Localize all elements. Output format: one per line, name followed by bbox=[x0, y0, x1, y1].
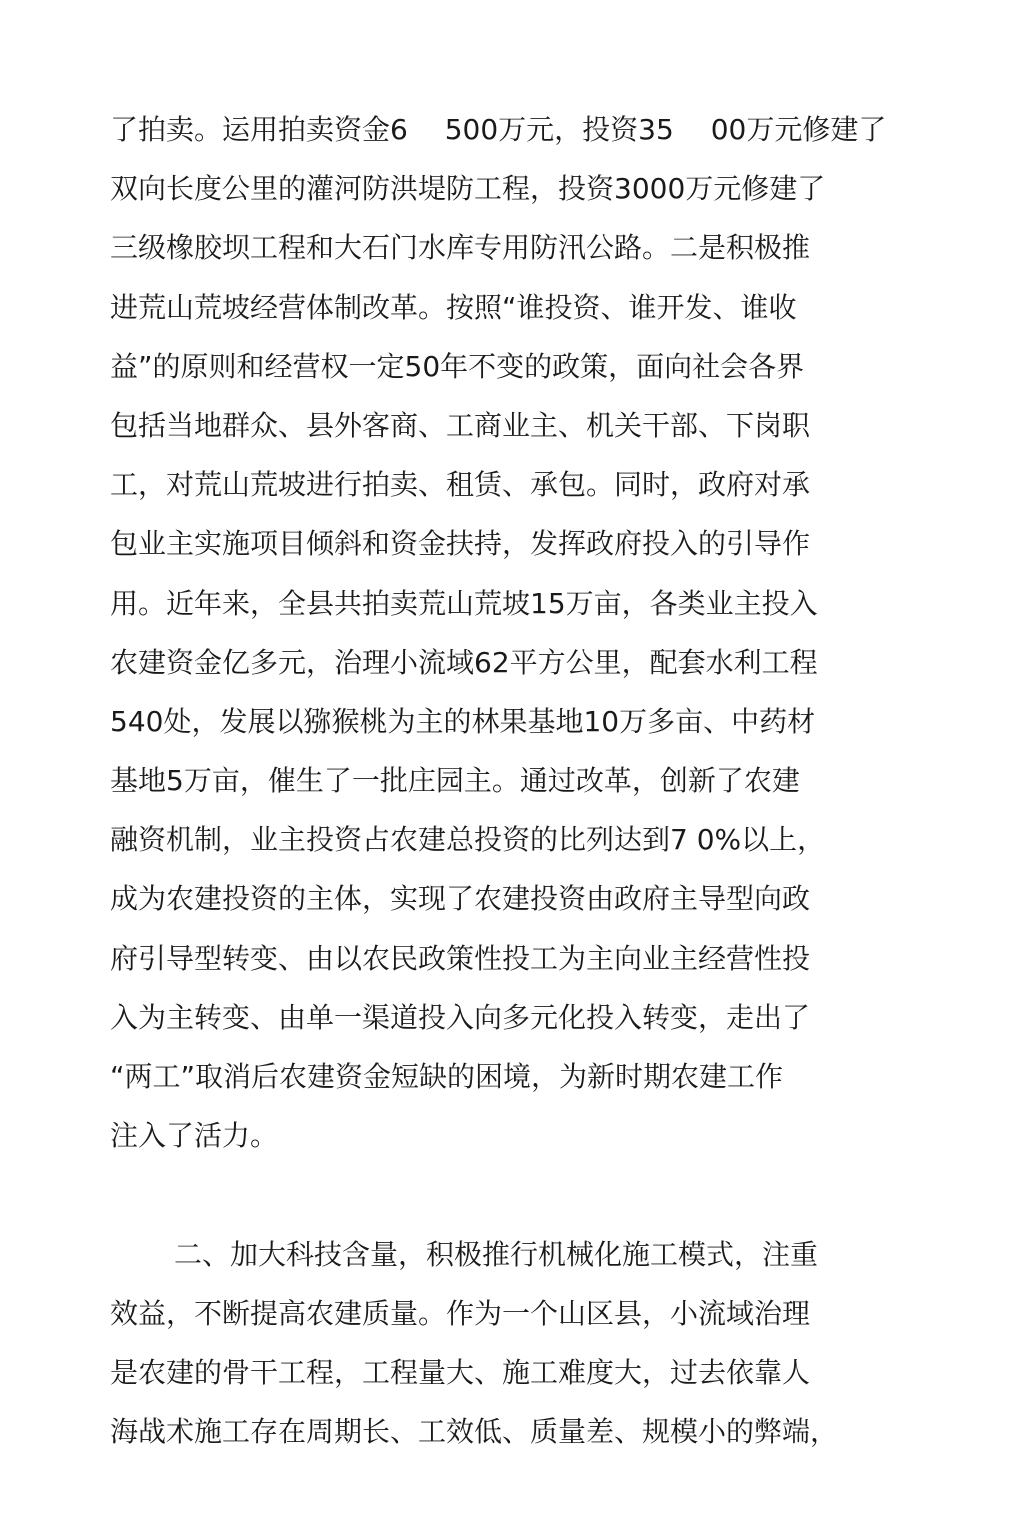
text-line: 二、加大科技含量，积极推行机械化施工模式，注重 bbox=[174, 1237, 819, 1271]
text-line: 成为农建投资的主体，实现了农建投资由政府主导型向政 bbox=[110, 882, 811, 916]
text-line: 540处，发展以猕猴桃为主的林果基地10万多亩、中药材 bbox=[110, 704, 816, 738]
paragraph-gap bbox=[110, 1165, 910, 1224]
text-line: 效益，不断提高农建质量。作为一个山区县，小流域治理 bbox=[110, 1296, 811, 1330]
text-line: “两工”取消后农建资金短缺的困境，为新时期农建工作 bbox=[110, 1060, 784, 1093]
text-line: 入为主转变、由单一渠道投入向多元化投入转变，走出了 bbox=[110, 1000, 811, 1034]
text-line: 进荒山荒坡经营体制改革。按照“谁投资、谁开发、谁收 bbox=[110, 290, 797, 324]
text-line: 三级橡胶坝工程和大石门水库专用防汛公路。二是积极推 bbox=[110, 231, 811, 265]
text-line: 工，对荒山荒坡进行拍卖、租赁、承包。同时，政府对承 bbox=[110, 468, 811, 502]
text-line: 融资机制，业主投资占农建总投资的比列达到7 0%以上， bbox=[110, 823, 826, 857]
text-line: 用。近年来，全县共拍卖荒山荒坡15万亩，各类业主投入 bbox=[110, 586, 818, 620]
text-line: 农建资金亿多元，治理小流域62平方公里，配套水利工程 bbox=[110, 645, 818, 679]
text-line: 了拍卖。运用拍卖资金6 500万元，投资35 00万元修建了 bbox=[110, 113, 887, 146]
body-text bbox=[110, 100, 910, 1461]
text-line: 海战术施工存在周期长、工效低、质量差、规模小的弊端， bbox=[110, 1415, 839, 1449]
text-line: 双向长度公里的灌河防洪堤防工程，投资3000万元修建了 bbox=[110, 172, 826, 206]
text-line: 注入了活力。 bbox=[110, 1119, 279, 1153]
text-line: 府引导型转变、由以农民政策性投工为主向业主经营性投 bbox=[110, 941, 811, 975]
text-line: 基地5万亩，催生了一批庄园主。通过改革，创新了农建 bbox=[110, 764, 800, 798]
text-line: 益”的原则和经营权一定50年不变的政策，面向社会各界 bbox=[110, 349, 805, 383]
text-line: 包业主实施项目倾斜和资金扶持，发挥政府投入的引导作 bbox=[110, 527, 811, 561]
text-line: 是农建的骨干工程，工程量大、施工难度大，过去依靠人 bbox=[110, 1355, 811, 1389]
text-line: 包括当地群众、县外客商、工商业主、机关干部、下岗职 bbox=[110, 408, 811, 442]
